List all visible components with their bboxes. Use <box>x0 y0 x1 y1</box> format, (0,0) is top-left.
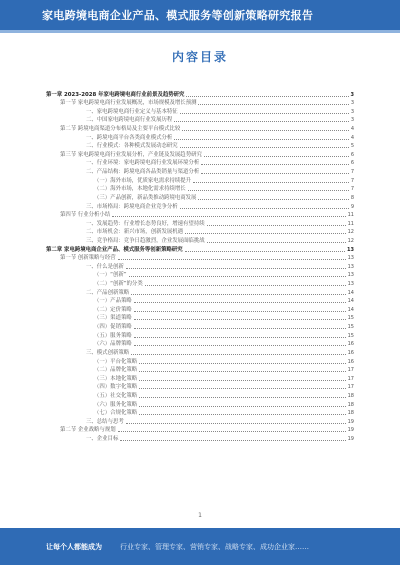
toc-leader-dots <box>139 363 345 364</box>
toc-entry[interactable] <box>46 288 354 297</box>
toc-entry[interactable] <box>46 142 354 151</box>
toc-entry[interactable] <box>46 99 354 108</box>
toc-entry[interactable] <box>46 211 354 220</box>
footer-tagline: 让每个人都能成为 <box>46 542 102 551</box>
toc-entry[interactable] <box>46 348 354 357</box>
toc-entry[interactable] <box>46 245 354 254</box>
toc-leader-dots <box>134 319 346 320</box>
toc-leader-dots <box>201 173 349 174</box>
toc-entry[interactable] <box>46 391 354 400</box>
toc-leader-dots <box>126 268 346 269</box>
toc-entry[interactable] <box>46 193 354 202</box>
toc-leader-dots <box>134 302 346 303</box>
toc-entry-label: 一、企业目标 <box>86 435 119 442</box>
toc-leader-dots <box>185 233 346 234</box>
toc-entry[interactable] <box>46 254 354 263</box>
toc-leader-dots <box>174 121 349 122</box>
toc-leader-dots <box>134 337 346 338</box>
toc-leader-dots <box>139 380 345 381</box>
toc-entry-label: （四）数字化策略 <box>94 384 138 391</box>
toc-entry-page: 13 <box>347 281 354 288</box>
toc-leader-dots <box>131 294 345 295</box>
toc-entry-label: 第四节 行业分析小结 <box>60 212 111 219</box>
toc-entry-page: 13 <box>347 255 354 262</box>
toc-heading: 内容目录 <box>171 50 228 64</box>
toc-entry-label: 二、产品结构：跨境电商各品类销量与渠道分析 <box>86 169 200 176</box>
toc-leader-dots <box>180 113 349 114</box>
toc-entry-label: （六）品牌策略 <box>94 341 132 348</box>
toc-leader-dots <box>112 216 345 217</box>
toc-entry-page: 7 <box>350 169 354 176</box>
toc-entry-label: 第二节 跨境电商渠道分布格局及主要平台模式比较 <box>60 126 181 133</box>
toc-leader-dots <box>180 208 349 209</box>
toc-leader-dots <box>204 156 349 157</box>
toc-entry[interactable] <box>46 116 354 125</box>
toc-leader-dots <box>186 96 348 97</box>
toc-entry[interactable] <box>46 262 354 271</box>
toc-entry-page: 3 <box>350 108 354 115</box>
toc-entry[interactable] <box>46 374 354 383</box>
toc-leader-dots <box>139 388 345 389</box>
toc-entry-page: 15 <box>347 332 354 339</box>
toc-leader-dots <box>134 345 346 346</box>
toc-leader-dots <box>139 406 345 407</box>
toc-entry-page: 14 <box>347 306 354 313</box>
toc-entry-page: 5 <box>350 143 354 150</box>
toc-leader-dots <box>198 104 348 105</box>
toc-entry-page: 11 <box>347 212 354 219</box>
toc-entry[interactable] <box>46 150 354 159</box>
toc-entry-label: （二）品牌化策略 <box>94 367 138 374</box>
toc-entry-label: 二、中国家电跨境电商行业发展历程 <box>86 117 173 124</box>
toc-entry-page: 19 <box>347 435 354 442</box>
toc-entry[interactable] <box>46 322 354 331</box>
toc-entry-label: 一、什么是创新 <box>86 263 124 270</box>
table-of-contents <box>46 90 354 443</box>
toc-entry[interactable] <box>46 159 354 168</box>
toc-leader-dots <box>145 285 346 286</box>
toc-entry-page: 7 <box>350 186 354 193</box>
toc-entry-label: 三、总结与思考 <box>86 418 124 425</box>
toc-entry-page: 13 <box>347 272 354 279</box>
toc-entry-label: 第三节 家电跨境电商行业发展分析，产业链及发展趋势研究 <box>60 151 202 158</box>
toc-leader-dots <box>126 423 346 424</box>
toc-entry-page: 17 <box>347 367 354 374</box>
toc-entry-page: 12 <box>347 237 354 244</box>
toc-entry-page: 3 <box>350 117 354 124</box>
toc-entry-page: 18 <box>347 401 354 408</box>
toc-leader-dots <box>118 431 346 432</box>
report-footer <box>0 528 400 565</box>
toc-entry[interactable] <box>46 124 354 133</box>
toc-entry-label: （二）海外市场，本地化需求持续增长 <box>94 186 186 193</box>
toc-leader-dots <box>139 414 345 415</box>
toc-leader-dots <box>120 440 345 441</box>
toc-entry-label: （一）产品策略 <box>94 298 132 305</box>
toc-leader-dots <box>207 225 346 226</box>
toc-entry-label: （一）“创新” <box>94 272 127 279</box>
footer-roles: 行业专家、管理专家、营销专家、战略专家、成功企业家…… <box>120 542 309 551</box>
toc-leader-dots <box>139 371 345 372</box>
toc-entry[interactable] <box>46 176 354 185</box>
toc-entry-page: 4 <box>350 134 354 141</box>
toc-leader-dots <box>129 276 346 277</box>
toc-entry[interactable] <box>46 340 354 349</box>
toc-entry-label: 第二章 家电跨境电商企业产品、模式服务等创新策略研究 <box>46 246 183 253</box>
toc-entry[interactable] <box>46 271 354 280</box>
toc-entry-page: 4 <box>350 126 354 133</box>
toc-entry[interactable] <box>46 434 354 443</box>
toc-leader-dots <box>118 259 346 260</box>
toc-entry-label: 二、产品创新策略 <box>86 289 130 296</box>
toc-entry-page: 9 <box>350 203 354 210</box>
toc-leader-dots <box>134 328 346 329</box>
toc-entry[interactable] <box>46 383 354 392</box>
toc-entry-label: 三、市场格局：跨境电商企业竞争分析 <box>86 203 178 210</box>
toc-entry-label: （六）服务化策略 <box>94 401 138 408</box>
toc-leader-dots <box>193 182 349 183</box>
toc-entry[interactable] <box>46 314 354 323</box>
toc-entry-page: 14 <box>347 298 354 305</box>
toc-entry-label: 第一节 家电跨境电商行业发展概况，市场规模及增长预测 <box>60 100 197 107</box>
toc-entry[interactable] <box>46 279 354 288</box>
toc-entry-page: 14 <box>347 289 354 296</box>
toc-entry[interactable] <box>46 228 354 237</box>
toc-entry[interactable] <box>46 400 354 409</box>
toc-leader-dots <box>188 190 349 191</box>
toc-entry[interactable] <box>46 297 354 306</box>
toc-entry[interactable] <box>46 357 354 366</box>
toc-entry-page: 15 <box>347 324 354 331</box>
toc-leader-dots <box>134 311 346 312</box>
toc-entry-page: 16 <box>347 349 354 356</box>
page-number: 1 <box>198 512 202 519</box>
toc-entry-label: 第二节 企业战略与规划 <box>60 427 116 434</box>
toc-entry-page: 18 <box>347 392 354 399</box>
toc-entry-page: 13 <box>347 263 354 270</box>
toc-entry-label: 三、模式创新策略 <box>86 349 130 356</box>
toc-entry-page: 3 <box>350 91 354 98</box>
toc-entry-page: 19 <box>347 427 354 434</box>
toc-entry[interactable] <box>46 107 354 116</box>
toc-leader-dots <box>174 139 349 140</box>
toc-leader-dots <box>139 397 345 398</box>
toc-entry-page: 3 <box>350 100 354 107</box>
toc-leader-dots <box>180 147 349 148</box>
toc-leader-dots <box>185 251 345 252</box>
toc-entry-page: 15 <box>347 315 354 322</box>
report-title: 家电跨境电商企业产品、模式服务等创新策略研究报告 <box>42 9 314 22</box>
toc-entry[interactable] <box>46 90 354 99</box>
toc-entry[interactable] <box>46 167 354 176</box>
toc-entry-label: （二）“创新”的分类 <box>94 281 143 288</box>
toc-entry[interactable] <box>46 409 354 418</box>
toc-entry-label: （三）渠道策略 <box>94 315 132 322</box>
toc-entry-label: （三）产品创新，新品类推动跨境电商发展 <box>94 194 197 201</box>
toc-entry-label: （五）服务策略 <box>94 332 132 339</box>
toc-entry-label: 二、行业模式：各种模式发展动态研究 <box>86 143 178 150</box>
toc-entry-label: （五）社交化策略 <box>94 392 138 399</box>
toc-entry-page: 6 <box>350 160 354 167</box>
toc-entry[interactable] <box>46 417 354 426</box>
toc-entry-label: 第一节 创新策略与经营 <box>60 255 116 262</box>
toc-entry[interactable] <box>46 219 354 228</box>
toc-leader-dots <box>201 164 349 165</box>
toc-entry-page: 16 <box>347 341 354 348</box>
toc-entry[interactable] <box>46 426 354 435</box>
toc-entry-label: （一）平台化策略 <box>94 358 138 365</box>
toc-entry-label: （二）定价策略 <box>94 306 132 313</box>
toc-entry-page: 11 <box>347 220 354 227</box>
toc-entry-label: 三、竞争格局：竞争日趋激烈，企业发展面临挑战 <box>86 237 205 244</box>
toc-entry-page: 16 <box>347 358 354 365</box>
toc-entry-page: 17 <box>347 384 354 391</box>
header-accent-bar <box>0 30 400 33</box>
toc-entry-label: （一）海外市场，优质家电需求持续提升 <box>94 177 192 184</box>
toc-leader-dots <box>182 130 349 131</box>
toc-entry[interactable] <box>46 236 354 245</box>
toc-entry-page: 19 <box>347 418 354 425</box>
toc-leader-dots <box>207 242 346 243</box>
toc-leader-dots <box>198 199 348 200</box>
toc-entry[interactable] <box>46 305 354 314</box>
toc-entry-page: 13 <box>347 246 354 253</box>
toc-leader-dots <box>131 354 345 355</box>
toc-entry[interactable] <box>46 185 354 194</box>
toc-entry-label: 二、市场机会：新兴市场，创新发展机遇 <box>86 229 184 236</box>
toc-entry[interactable] <box>46 133 354 142</box>
toc-entry-page: 7 <box>350 177 354 184</box>
toc-entry-label: 第一章 2023-2028 年家电跨境电商行业前景及趋势研究 <box>46 91 185 98</box>
toc-entry-label: （七）合规化策略 <box>94 410 138 417</box>
toc-entry-label: （四）促销策略 <box>94 324 132 331</box>
toc-entry[interactable] <box>46 202 354 211</box>
toc-entry-label: 一、行业环境：家电跨境电商行业发展环境分析 <box>86 160 200 167</box>
toc-entry-page: 17 <box>347 375 354 382</box>
toc-entry[interactable] <box>46 331 354 340</box>
toc-entry-label: 一、跨境电商平台各类商业模式分析 <box>86 134 173 141</box>
toc-entry-page: 6 <box>350 151 354 158</box>
toc-entry-label: 一、发展趋势：行业增长态势良好，增速有望持续 <box>86 220 205 227</box>
toc-entry-page: 18 <box>347 410 354 417</box>
toc-entry-page: 8 <box>350 194 354 201</box>
toc-entry-label: （三）本地化策略 <box>94 375 138 382</box>
toc-entry-label: 一、家电跨境电商行业定义与基本特征 <box>86 108 178 115</box>
report-header <box>0 0 400 30</box>
toc-entry-page: 12 <box>347 229 354 236</box>
toc-entry[interactable] <box>46 366 354 375</box>
